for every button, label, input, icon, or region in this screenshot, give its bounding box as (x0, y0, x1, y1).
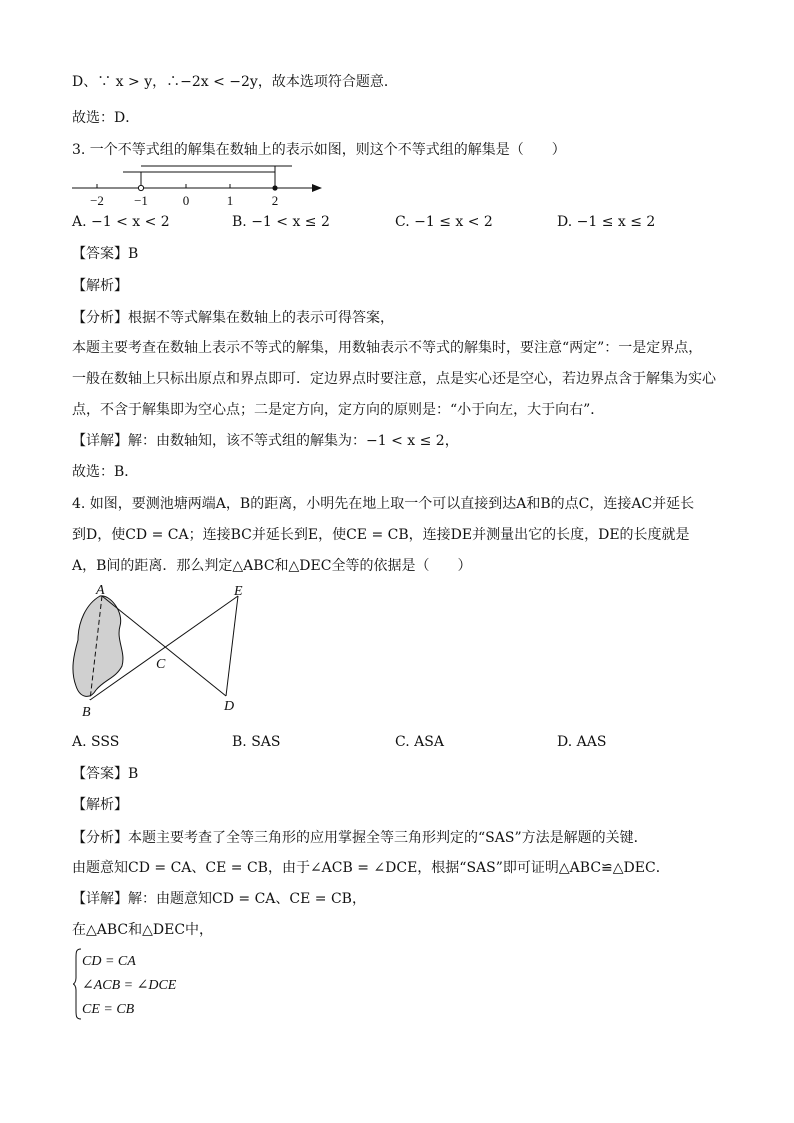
label-A: A (96, 583, 105, 598)
explanation-line-1: 本题主要考查在数轴上表示不等式的解集，用数轴表示不等式的解集时，要注意“两定”：一是定界点， (72, 340, 703, 356)
text-line-option-d: D、∵ x > y，∴−2x < −2y，故本选项符合题意． (72, 74, 398, 90)
option-4-b: B. SAS (232, 734, 281, 750)
question-3: 3. 一个不等式组的解集在数轴上的表示如图，则这个不等式组的解集是（ ） (72, 142, 566, 158)
question-4-line-2: 到D，使CD = CA；连接BC并延长到E，使CE = CB，连接DE并测量出它的长度，DE的长度就是 (72, 527, 690, 543)
system-brace (72, 948, 82, 1020)
option-3-b: B. −1 < x ≤ 2 (232, 214, 330, 230)
answer-3: 【答案】B (72, 246, 139, 262)
hollow-point-minus-1 (138, 185, 143, 190)
analysis-4: 【分析】本题主要考查了全等三角形的应用掌握全等三角形判定的“SAS”方法是解题的关键． (72, 830, 648, 846)
tick-label: 1 (226, 193, 234, 208)
pond-shape (73, 596, 123, 697)
question-4-line-3: A，B间的距离．那么判定△ABC和△DEC全等的依据是（ ） (72, 558, 472, 574)
option-4-d: D. AAS (557, 734, 607, 750)
option-3-c: C. −1 ≤ x < 2 (395, 214, 493, 230)
system-line-1: CD = CA (82, 954, 136, 969)
option-3-a: A. −1 < x < 2 (72, 214, 170, 230)
reasoning-line-2: 在△ABC和△DEC中， (72, 922, 214, 938)
tick-label: 0 (182, 193, 190, 208)
explanation-line-2: 一般在数轴上只标出原点和界点即可．定边界点时要注意，点是实心还是空心，若边界点含于解集为实心 (72, 371, 716, 387)
analysis-heading-4: 【解析】 (72, 797, 128, 813)
label-B: B (82, 705, 91, 720)
segment-DE (226, 596, 238, 696)
explanation-line-3: 点，不含于解集即为空心点；二是定方向，定方向的原则是：“小于向左，大于向右”． (72, 402, 605, 418)
system-line-3: CE = CB (82, 1002, 135, 1017)
analysis-heading-3: 【解析】 (72, 278, 128, 294)
label-C: C (156, 657, 166, 672)
option-4-a: A. SSS (72, 734, 120, 750)
text-line-choice-3: 故选：B． (72, 464, 139, 480)
option-3-d: D. −1 ≤ x ≤ 2 (557, 214, 656, 230)
analysis-3: 【分析】根据不等式解集在数轴上的表示可得答案， (72, 310, 394, 326)
label-D: D (224, 699, 235, 714)
system-line-2: ∠ACB = ∠DCE (82, 978, 177, 993)
reasoning-line-1: 由题意知CD = CA、CE = CB，由于∠ACB = ∠DCE，根据“SAS”即可证明△ABC≌△DEC． (72, 860, 670, 876)
tick-label: 2 (271, 193, 279, 208)
number-line-figure (66, 160, 328, 208)
solid-point-2 (272, 185, 277, 190)
text-line-choice: 故选：D． (72, 110, 140, 126)
question-4-line-1: 4. 如图，要测池塘两端A，B的距离，小明先在地上取一个可以直接到达A和B的点C，连接AC并延长 (72, 496, 695, 512)
detail-4: 【详解】解：由题意知CD = CA、CE = CB， (72, 891, 366, 907)
tick-label: −1 (134, 193, 148, 208)
answer-4: 【答案】B (72, 766, 139, 782)
tick-label: −2 (90, 193, 104, 208)
pond-triangle-figure (62, 582, 262, 722)
option-4-c: C. ASA (395, 734, 444, 750)
number-line-arrow (312, 184, 322, 192)
label-E: E (234, 584, 243, 599)
detail-3: 【详解】解：由数轴知，该不等式组的解集为：−1 < x ≤ 2， (72, 433, 459, 449)
